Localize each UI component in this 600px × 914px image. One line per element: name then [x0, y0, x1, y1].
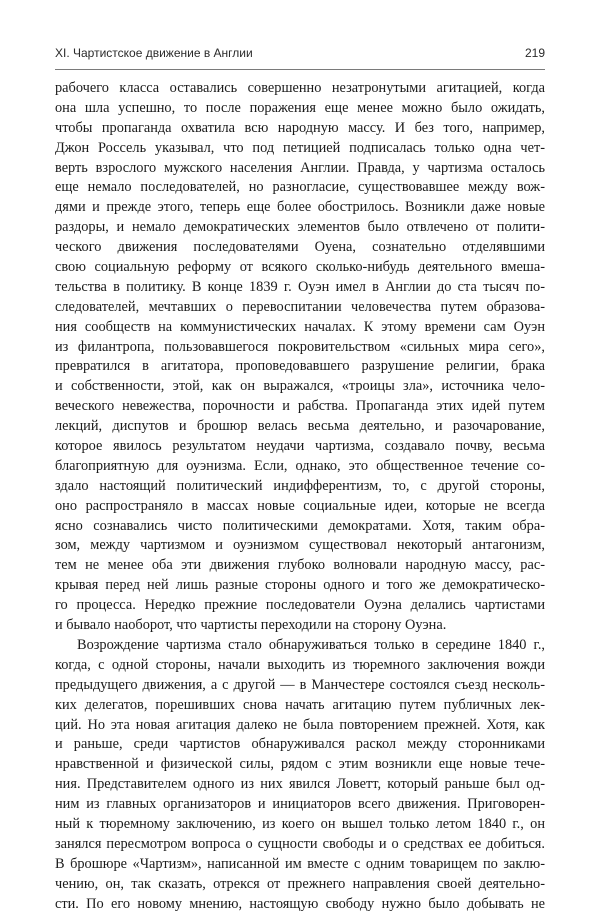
text-line: раздоры, и немало демократических элементов было отвлечено от полити- — [55, 219, 545, 236]
text-line: когда, с одной стороны, начали выходить из тюремного заключения вожди — [55, 656, 545, 673]
text-line: ясно сознавались чисто политическими демократами. Хотя, таким обра- — [55, 517, 545, 534]
text-line: занялся пересмотром вопроса о сущности свободы и о средствах ее добиться. — [55, 835, 545, 852]
text-line: следователей, мечтавших о перевоспитании человечества путем образова- — [55, 298, 545, 315]
text-line: рабочего класса оставались совершенно незатронутыми агитацией, когда — [55, 80, 545, 96]
text-line: нравственной и физической силы, рядом с этим возникли еще новые тече- — [55, 756, 545, 773]
text-line: го процесса. Нередко прежние последователи Оуэна делались чартистами — [55, 597, 545, 614]
text-line: свою социальную реформу от всякого сколько-нибудь деятельного вмеша- — [55, 259, 545, 276]
body-text — [55, 79, 545, 914]
text-line: сти. По его новому мнению, настоящую свободу нужно было добывать не — [55, 895, 545, 912]
page-number: 219 — [524, 46, 545, 60]
text-line: дями и прежде этого, теперь еще более обострилось. Возникли даже новые — [55, 199, 545, 216]
text-line: чтобы пропаганда охватила всю народную массу. И без того, например, — [55, 119, 545, 136]
paragraph-first-line: Возрождение чартизма стало обнаруживаться только в середине 1840 г., — [77, 636, 545, 653]
header-rule — [55, 69, 545, 70]
text-line: тем не менее оба эти движения глубоко волновали народную массу, рас- — [55, 557, 545, 574]
text-line: оно распространяло в массах новые социальные идеи, которые не всегда — [55, 497, 545, 514]
text-line: ческого движения последователями Оуена, сознательно отделявшими — [55, 239, 545, 256]
text-line: ним из главных организаторов и инициаторов всего движения. Приговорен- — [55, 796, 545, 813]
chapter-title: XI. Чартистское движение в Англии — [55, 46, 253, 60]
text-line: лекций, диспутов и брошюр велась весьма деятельно, и разочарование, — [55, 418, 545, 435]
text-line: еще немало последователей, но разногласие, существовавшее между вож- — [55, 179, 545, 196]
text-line: ких делегатов, порешивших снова начать агитацию путем публичных лек- — [55, 696, 545, 713]
text-line: В брошюре «Чартизм», написанной им вместе с одним товарищем по заклю- — [55, 855, 545, 872]
text-line: ния. Представителем одного из них явился Ловетт, который раньше был од- — [55, 776, 545, 793]
text-line: и раньше, среди чартистов обнаруживался раскол между сторонниками — [55, 736, 545, 753]
running-head — [55, 46, 545, 64]
text-line: зом, между чартизмом и оуэнизмом существовал некоторый антагонизм, — [55, 537, 545, 554]
text-line: предыдущего движения, а с другой — в Манчестере состоялся съезд несколь- — [55, 676, 545, 693]
text-line: тельства в политику. В конце 1839 г. Оуэн имел в Англии до ста тысяч по- — [55, 278, 545, 295]
text-line: и бывало наоборот, что чартисты переходили на сторону Оуэна. — [55, 617, 447, 634]
text-line: верть взрослого мужского населения Англии. Правда, у чартизма осталось — [55, 159, 545, 176]
text-line: крывая перед ней лишь разные стороны одного и того же демократическо- — [55, 577, 545, 594]
text-line: и собственности, этой, как он выражался, «троицы зла», источника чело- — [55, 378, 545, 395]
text-line: веческого невежества, порочности и рабства. Пропаганда этих идей путем — [55, 398, 545, 415]
text-line: из филантропа, пользовавшегося покровительством «сильных мира сего», — [55, 338, 545, 355]
text-line: здало настоящий политический индифферентизм, то, с другой стороны, — [55, 477, 545, 494]
text-line: чению, он, так сказать, отрекся от прежнего направления своей деятельно- — [55, 875, 545, 892]
text-line: благоприятную для оуэнизма. Если, однако, это общественное течение со- — [55, 457, 545, 474]
text-line: ния сообществ на коммунистических началах. К этому времени сам Оуэн — [55, 318, 545, 335]
text-line: превратился в агитатора, проповедовавшего разрушение религии, брака — [55, 358, 545, 375]
text-line: Джон Россель указывал, что под петицией подписалась только одна чет- — [55, 139, 545, 156]
text-line: которое явилось результатом неудачи чартизма, создавало почву, весьма — [55, 438, 545, 455]
text-line: ций. Но эта новая агитация далеко не была повторением прежней. Хотя, как — [55, 716, 545, 733]
text-line: ный к тюремному заключению, из коего он вышел только летом 1840 г., он — [55, 815, 545, 832]
text-line: она шла успешно, то после поражения еще менее можно было ожидать, — [55, 99, 545, 116]
